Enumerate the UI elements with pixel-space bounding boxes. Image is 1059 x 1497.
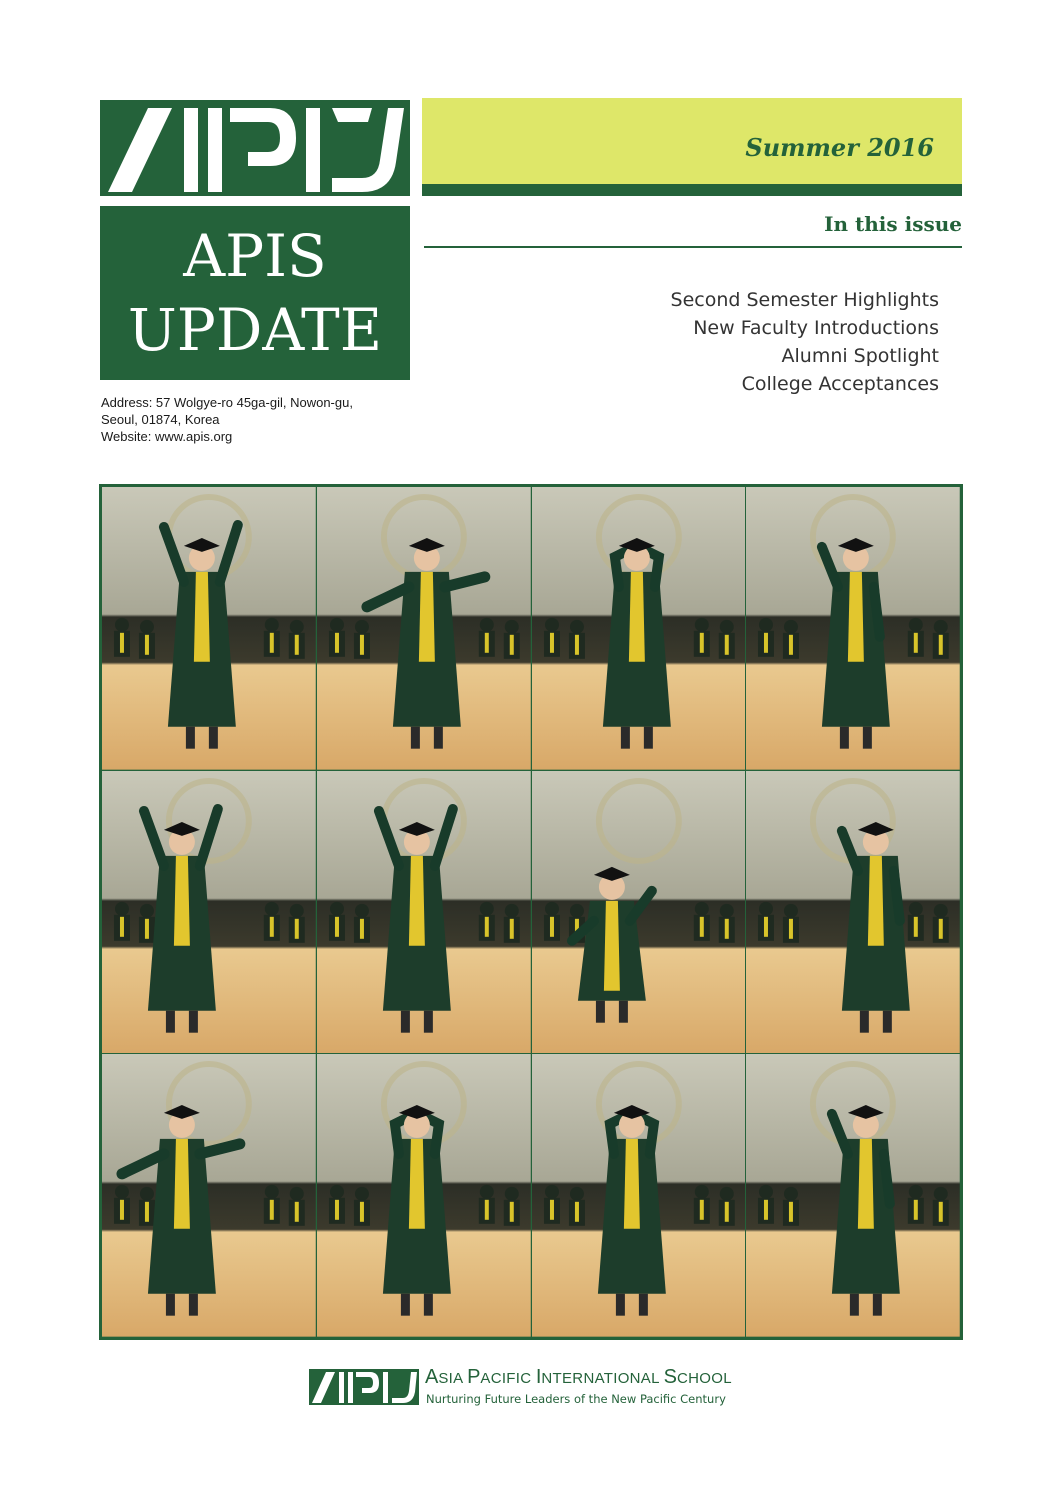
season-band-rule: [422, 184, 962, 196]
address-city: Seoul, 01874, Korea: [101, 412, 220, 427]
graduation-photo: [317, 771, 531, 1054]
school-name: ASIA PACIFIC INTERNATIONAL SCHOOL: [425, 1366, 732, 1388]
graduation-photo: [746, 771, 960, 1054]
toc-item[interactable]: New Faculty Introductions: [693, 317, 939, 339]
apis-footer-logo: [309, 1369, 419, 1405]
graduation-photo: [532, 771, 746, 1054]
graduation-photo: [102, 487, 316, 770]
graduation-photo: [102, 771, 316, 1054]
school-tagline: Nurturing Future Leaders of the New Pacific Century: [426, 1392, 726, 1406]
masthead-title-line2: UPDATE: [127, 296, 383, 364]
apis-logo: [100, 100, 410, 196]
masthead-title-line1: APIS: [183, 222, 327, 290]
graduation-photo: [532, 487, 746, 770]
masthead-title-box: [100, 206, 410, 380]
graduation-photo: [532, 1054, 746, 1337]
graduation-photo-collage: [99, 484, 963, 1340]
graduation-photo: [102, 1054, 316, 1337]
season-band: [422, 98, 962, 184]
graduation-photo: [746, 487, 960, 770]
graduation-photo: [317, 487, 531, 770]
address-block: [101, 394, 353, 445]
toc-item[interactable]: Alumni Spotlight: [781, 345, 939, 367]
table-of-contents: [671, 286, 939, 398]
heading-rule: [424, 246, 962, 248]
photo-grid: [102, 487, 960, 1337]
season-label: Summer 2016: [745, 133, 934, 162]
toc-item[interactable]: Second Semester Highlights: [670, 289, 939, 311]
in-this-issue-heading: In this issue: [824, 212, 962, 236]
graduation-photo: [746, 1054, 960, 1337]
graduation-photo: [317, 1054, 531, 1337]
website-line: Website: www.apis.org: [101, 429, 233, 444]
toc-item[interactable]: College Acceptances: [741, 373, 939, 395]
address-line: Address: 57 Wolgye-ro 45ga-gil, Nowon-gu,: [101, 395, 353, 410]
